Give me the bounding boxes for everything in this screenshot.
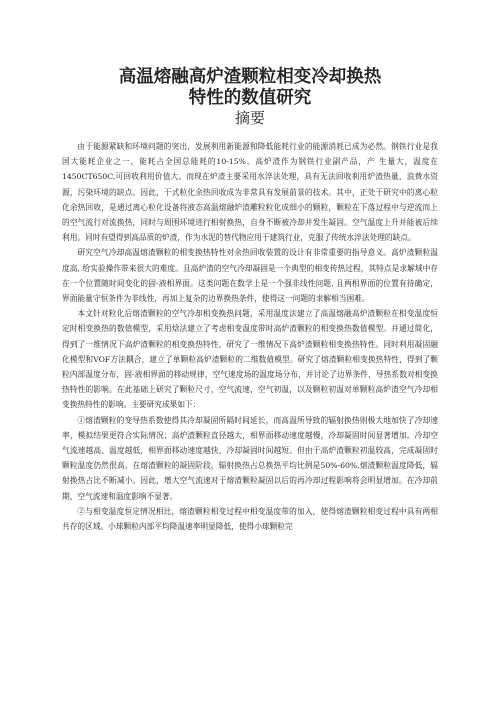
abstract-heading: 摘要	[234, 110, 265, 127]
paragraph-2: 研究空气冷却高温熔渣颗粒的相变换热特性对余热回收装置的设计有非常重要的指导意义。高炉渣颗粒温度高, 给实验操作带来很大的难度。且高炉渣的空气冷却凝固是一个典型的相变传热过程，其特点是求解域中存在一个位置随时间变化的固-液相界面。这类问题在数学上是一个强非线性问题, 且两相界面的位置有待确定，界面能量守恒条件为非线性，再加上复杂的边界换热条件，使得这一问题的求解相当困难。	[62, 248, 438, 304]
document-title	[62, 66, 438, 108]
paragraph-5: ②与相变温度恒定情况相比，熔渣颗粒相变过程中相变温度带的加入，使得熔渣颗粒相变过程中具有两相共存的区域。小球颗粒内部平均降温速率明显降低，使得小球颗粒完	[62, 506, 438, 532]
title-line-2: 特性的数值研究	[188, 87, 312, 107]
paragraph-1: 由于能源紧缺和环境问题的突出，发展利用新能源和降低能耗行业的能源消耗已成为必然。钢铁行业是我国大能耗企业之一，能耗占全国总能耗的10-15%。高炉渣作为钢铁行业副产品，产 生量大，温度在1450CT650C,可回收利用价值大。而现在炉渣主要采用水淬法处理，具有无法回收利用炉渣热量，浪费水资源，污染环境的缺点。因此，干式粒化余热回收成为非常具有发展前景的技术。其中，正处于研究中的离心粒化余热回收，是通过离心粒化设备将液态高温熔融炉渣雕粒粒化成细小的颗粒，颗粒在下落过程中与逆流而上的空气流行对流换热，同时与周围环境进行相射换热，自身不断被冷却并发生凝固。空气温度上升并能被后续利用。同时有望得到高品质的炉渣，作为水泥的替代物应用于建筑行业，克服了传统水淬法处理的缺点。	[62, 142, 438, 243]
abstract-body	[62, 139, 438, 534]
title-line-1: 高温熔融高炉渣颗粒相变冷却换热	[118, 66, 382, 86]
paragraph-4: ①熔渣颗粒的变导热系数使得其冷却凝固所隔时间延长，而高温所导致的辐射换热则极大地加快了冷却速率，模拟结果更符合实际情况；高炉渣颗粒直径越大，相界面移动速度越慢，冷却凝固时间显著增加。冷却空气流速越高、温度越低，相界面移动速度越快，冷却凝固时间越短。但由于高炉渣颗粒初温较高，完成凝固时颗粒温度仍然很高。在熔渣颗粒的凝固阶段，辐射换热占总换热平均比例是50%-60%,熔渣颗粒温度降低，辐射换热占比不断减小。因此，增大空气流速对于熔渣颗粒凝固以后的再冷却过程影响将会明显增加。在冷却前期，空气流速和温度影响不显著。	[62, 415, 438, 501]
paragraph-3: 本文针对粒化后熔渣颗粒的空气冷却相变换热问题，采用温度法建立了高温熔融高炉渣颗粒在相变温度恒定时相变换热的数值模型，采用焓法建立了考虑相变温度带时高炉渣颗粒的相变换热数值模型。并通过简化，得到了一维情况下高炉渣颗粒的相变换热特性，研究了一维情况下高炉渣颗粒相变换热特性。同时利用凝固融化模型和VOF方法耦合，建立了单颗粒高炉渣颗粒的二维数值模型。研究了熔渣颗粒相变换热特性，得到了颗粒内部温度分布，固-液相界面的移动规律，空气速度场的温度场分布，并讨论了边界条件，导热系数对相变换热特性的影响。在此基础上研究了颗粒尺寸，空气流速，空气初温，以及颗粒初温对单颗粒高炉渣空气冷却相变换热特性的影响。主要研究成果如下：	[62, 309, 438, 410]
